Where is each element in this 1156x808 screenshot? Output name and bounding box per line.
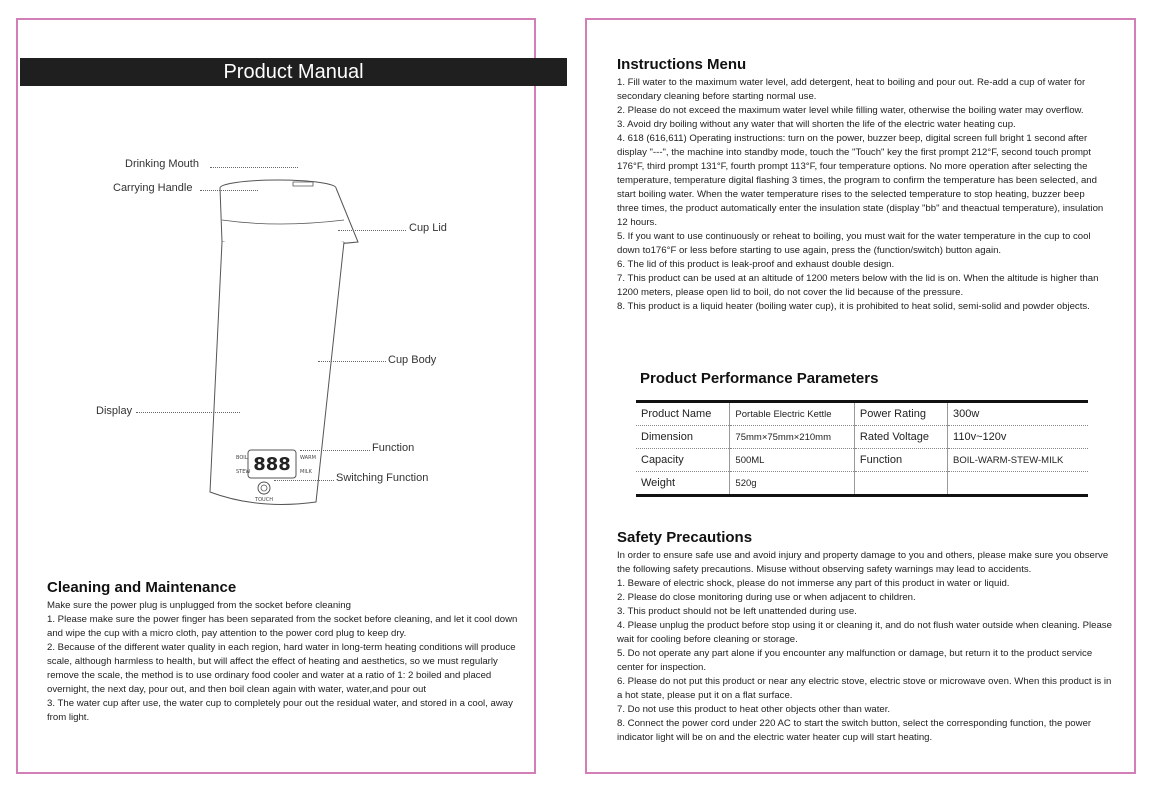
param-value: 520g — [730, 472, 855, 496]
cleaning-paragraph: 2. Because of the different water quality in each region, hard water in long-term heating conditions will produce scale, although harmless to health, but will affect the effect of heating and aesthetics, so we must regularly remove the scale, the method is to use ordinary food cooler and water at a ratio of 1: 2 boiled and placed overnight, the next day, pour out, and then boil clean again with water, water,and pour out — [47, 642, 516, 695]
safety-item: 5. Do not operate any part alone if you encounter any malfunction or damage, but return it to the product service center for inspection. — [617, 648, 1093, 673]
param-value: 300w — [948, 402, 1088, 426]
label-display: Display — [96, 405, 133, 417]
screen-right-bottom: MILK — [300, 469, 312, 475]
cup-lid-shape — [220, 188, 358, 246]
param-value: 75mm×75mm×210mm — [730, 426, 855, 449]
instructions-text — [617, 76, 1107, 314]
leader-switching-function — [274, 480, 334, 481]
safety-item: 8. Connect the power cord under 220 AC to start the switch button, select the corresponding function, the power indicator light will be on and the electric water heater cup will start heating. — [617, 718, 1092, 743]
drinking-mouth — [293, 182, 313, 186]
leader-drinking-mouth — [210, 167, 298, 168]
table-row — [636, 402, 1088, 426]
label-carrying-handle: Carrying Handle — [113, 182, 193, 194]
instruction-item: 8. This product is a liquid heater (boiling water cup), it is prohibited to heat solid, semi-solid and powder objects. — [617, 301, 1090, 312]
right-page — [585, 18, 1136, 774]
cleaning-paragraph: 1. Please make sure the power finger has been separated from the socket before cleaning, and let it cool down and wipe the cup with a micro cloth, pay attention to the power cord plug to keep dry. — [47, 614, 518, 639]
product-manual-banner — [20, 58, 567, 86]
table-row — [636, 449, 1088, 472]
param-label: Rated Voltage — [854, 426, 947, 449]
safety-item: 4. Please unplug the product before stop using it or cleaning it, and do not flush water outside when cleaning. Please wait for cooling before cleaning or storage. — [617, 620, 1112, 645]
label-function: Function — [372, 442, 415, 454]
table-row — [636, 426, 1088, 449]
table-row — [636, 472, 1088, 496]
display-digits: 888 — [253, 454, 291, 475]
touch-label: TOUCH — [255, 497, 273, 503]
instruction-item: 7. This product can be used at an altitude of 1200 meters below with the lid is on. When the altitude is higher than 1200 meters, please open lid to boil, do not cover the lid because of the pressure. — [617, 273, 1099, 298]
instruction-item: 4. 618 (616,611) Operating instructions: turn on the power, buzzer beep, digital screen full bright 1 second after display "---", the machine into standby mode, touch the "Touch" key the first prompt 212°F, second touch prompt 176°F, third prompt 131°F, fourth prompt 113°F, four temperature options. No more operation after selecting the temperature, temperature digital flashing 3 times, the program to confirm the temperature has been selected, and start boiling water. When the water temperature rises to the selected temperature to stop heating, buzzer beep three times, the product automatically enter the insulation state (display "bb" and theactual temperature), insulation 12 hours. — [617, 133, 1104, 228]
leader-carrying-handle — [200, 190, 258, 191]
instruction-item: 6. The lid of this product is leak-proof and exhaust double design. — [617, 259, 895, 270]
instruction-item: 3. Avoid dry boiling without any water that will shorten the life of the electric water heating cup. — [617, 119, 1016, 130]
param-label: Power Rating — [854, 402, 947, 426]
safety-title: Safety Precautions — [617, 529, 753, 546]
leader-display — [136, 412, 240, 413]
cleaning-text — [47, 599, 531, 725]
safety-text — [617, 549, 1112, 745]
cleaning-paragraph: 3. The water cup after use, the water cup to completely pour out the residual water, and stored in a cool, away from light. — [47, 698, 513, 723]
param-label — [854, 472, 947, 496]
leader-cup-body — [318, 361, 386, 362]
instruction-item: 1. Fill water to the maximum water level, add detergent, heat to boiling and pour out. Re-add a cup of water for secondary cleaning before starting normal use. — [617, 77, 1086, 102]
param-label: Function — [854, 449, 947, 472]
left-page — [16, 18, 536, 774]
safety-item: 6. Please do not put this product or near any electric stove, electric stove or microwave oven. When this product is in a hot state, please put it on a flat surface. — [617, 676, 1112, 701]
param-value: 110v~120v — [948, 426, 1088, 449]
param-label: Dimension — [636, 426, 730, 449]
safety-item: 2. Please do close monitoring during use or when adjacent to children. — [617, 592, 916, 603]
instruction-item: 2. Please do not exceed the maximum water level while filling water, otherwise the boiling water may overflow. — [617, 105, 1084, 116]
screen-left-top: BOIL — [236, 455, 248, 461]
label-switching-function: Switching Function — [336, 472, 429, 484]
touch-button — [258, 482, 270, 494]
kettle-diagram — [198, 170, 378, 520]
cleaning-paragraph: Make sure the power plug is unplugged from the socket before cleaning — [47, 600, 351, 611]
banner-title: Product Manual — [223, 61, 364, 83]
instructions-title: Instructions Menu — [617, 56, 747, 73]
instruction-item: 5. If you want to use continuously or reheat to boiling, you must wait for the water temperature in the cup to cool down to176°F or less before starting to use again, press the (function/switch) button again. — [617, 231, 1091, 256]
screen-right-top: WARM — [300, 455, 316, 461]
param-value: 500ML — [730, 449, 855, 472]
param-label: Capacity — [636, 449, 730, 472]
label-cup-lid: Cup Lid — [409, 222, 447, 234]
params-table — [636, 400, 1088, 497]
leader-cup-lid — [338, 230, 406, 231]
cleaning-title: Cleaning and Maintenance — [47, 579, 237, 596]
safety-item: 1. Beware of electric shock, please do not immerse any part of this product in water or liquid. — [617, 578, 1010, 589]
param-value — [948, 472, 1088, 496]
param-label: Product Name — [636, 402, 730, 426]
params-title: Product Performance Parameters — [640, 370, 879, 387]
label-drinking-mouth: Drinking Mouth — [125, 158, 199, 170]
leader-function — [300, 450, 370, 451]
safety-item: 7. Do not use this product to heat other objects other than water. — [617, 704, 891, 715]
safety-item: In order to ensure safe use and avoid injury and property damage to you and others, please make sure you observe the following safety precautions. Misuse without observing safety warnings may lead to accidents. — [617, 550, 1109, 575]
label-cup-body: Cup Body — [388, 354, 437, 366]
screen-left-bottom: STEW — [236, 469, 251, 475]
safety-item: 3. This product should not be left unattended during use. — [617, 606, 857, 617]
param-value: BOIL-WARM-STEW-MILK — [948, 449, 1088, 472]
param-label: Weight — [636, 472, 730, 496]
param-value: Portable Electric Kettle — [730, 402, 855, 426]
